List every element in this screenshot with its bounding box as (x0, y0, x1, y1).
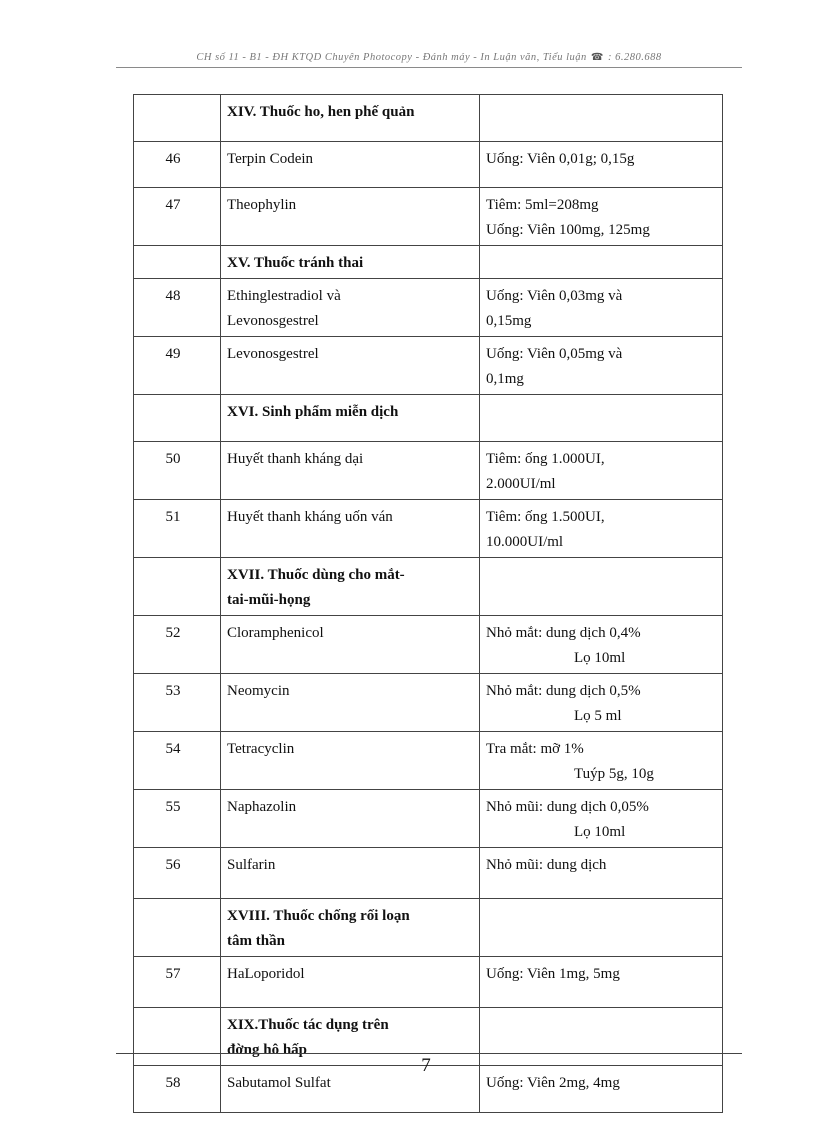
row-number-cell (134, 95, 221, 142)
row-number: 47 (165, 197, 181, 213)
section-row (134, 558, 723, 616)
section-title-cell (221, 558, 480, 616)
drug-name-cell (221, 732, 480, 790)
row-number: 58 (165, 1075, 181, 1091)
row-number: 46 (165, 151, 181, 167)
drug-name-line: Cloramphenicol (227, 625, 324, 641)
header-rule (116, 67, 742, 68)
dosage-form-cell (480, 279, 723, 337)
table-row (134, 442, 723, 500)
dosage-form-line: Tra mắt: mỡ 1% (486, 741, 584, 757)
dosage-form-cell (480, 790, 723, 848)
dosage-form-line: Tuýp 5g, 10g (574, 766, 654, 782)
table-row (134, 500, 723, 558)
dosage-form-cell (480, 848, 723, 899)
row-number-cell (134, 848, 221, 899)
row-number-cell (134, 500, 221, 558)
dosage-form-cell (480, 395, 723, 442)
dosage-form-line: 10.000UI/ml (486, 534, 564, 550)
dosage-form-cell (480, 616, 723, 674)
drug-name-line: Huyết thanh kháng uốn ván (227, 509, 393, 525)
footer-rule (116, 1053, 742, 1054)
row-number-cell (134, 337, 221, 395)
section-title-line: đờng hô hấp (227, 1042, 308, 1058)
table-row (134, 732, 723, 790)
dosage-form-line: Nhỏ mũi: dung dịch (486, 857, 607, 873)
section-title-cell (221, 899, 480, 957)
table-row (134, 957, 723, 1008)
phone-icon: ☎ (590, 52, 604, 63)
row-number-cell (134, 442, 221, 500)
dosage-form-cell (480, 674, 723, 732)
dosage-form-cell (480, 558, 723, 616)
dosage-form-line: Uống: Viên 100mg, 125mg (486, 222, 650, 238)
drug-name-cell (221, 188, 480, 246)
row-number: 51 (165, 509, 181, 525)
row-number-cell (134, 188, 221, 246)
dosage-form-line: Lọ 10ml (574, 650, 626, 666)
drug-name-line: Naphazolin (227, 799, 297, 815)
drug-name-line: Sulfarin (227, 857, 276, 873)
dosage-form-cell (480, 95, 723, 142)
row-number: 57 (165, 966, 181, 982)
section-title-line: tai-mũi-họng (227, 592, 311, 608)
dosage-form-line: Uống: Viên 1mg, 5mg (486, 966, 620, 982)
page-header (116, 52, 742, 66)
dosage-form-cell (480, 500, 723, 558)
table-row (134, 337, 723, 395)
drug-name-cell (221, 500, 480, 558)
dosage-form-line: Nhỏ mắt: dung dịch 0,4% (486, 625, 641, 641)
drug-name-cell (221, 442, 480, 500)
dosage-form-line: 0,15mg (486, 313, 532, 329)
dosage-form-cell (480, 142, 723, 188)
header-phone-number: : 6.280.688 (608, 52, 662, 63)
drug-name-cell (221, 848, 480, 899)
dosage-form-line: Tiêm: ống 1.500UI, (486, 509, 605, 525)
row-number-cell (134, 616, 221, 674)
section-row (134, 395, 723, 442)
table-row (134, 848, 723, 899)
row-number-cell (134, 142, 221, 188)
dosage-form-cell (480, 899, 723, 957)
header-text: CH số 11 - B1 - ĐH KTQD Chuyên Photocopy - Đánh máy - In Luận văn, Tiểu luận (196, 52, 587, 63)
table-row (134, 188, 723, 246)
row-number-cell (134, 1066, 221, 1113)
section-row (134, 246, 723, 279)
dosage-form-cell (480, 337, 723, 395)
dosage-form-cell (480, 188, 723, 246)
drug-name-line: Sabutamol Sulfat (227, 1075, 331, 1091)
section-title-cell (221, 246, 480, 279)
section-row (134, 95, 723, 142)
drug-name-cell (221, 142, 480, 188)
dosage-form-line: Nhỏ mắt: dung dịch 0,5% (486, 683, 641, 699)
section-title-line: XVIII. Thuốc chống rối loạn (227, 908, 410, 924)
dosage-form-line: Lọ 5 ml (574, 708, 622, 724)
section-title-line: XIX.Thuốc tác dụng trên (227, 1017, 389, 1033)
drug-name-line: Tetracyclin (227, 741, 295, 757)
table-row (134, 616, 723, 674)
row-number: 56 (165, 857, 181, 873)
row-number: 54 (165, 741, 181, 757)
table-row (134, 674, 723, 732)
drug-name-line: Terpin Codein (227, 151, 314, 167)
dosage-form-cell (480, 1066, 723, 1113)
row-number-cell (134, 790, 221, 848)
row-number-cell (134, 1008, 221, 1066)
drug-name-cell (221, 337, 480, 395)
section-title-cell (221, 395, 480, 442)
row-number-cell (134, 899, 221, 957)
row-number-cell (134, 558, 221, 616)
drug-name-line: Theophylin (227, 197, 297, 213)
drug-table-body (134, 95, 723, 1113)
drug-name-line: Levonosgestrel (227, 346, 319, 362)
row-number: 53 (165, 683, 181, 699)
table-row (134, 142, 723, 188)
row-number: 49 (165, 346, 181, 362)
dosage-form-line: Uống: Viên 2mg, 4mg (486, 1075, 620, 1091)
dosage-form-line: 0,1mg (486, 371, 524, 387)
section-title-line: XV. Thuốc tránh thai (227, 255, 364, 271)
dosage-form-line: Uống: Viên 0,01g; 0,15g (486, 151, 635, 167)
section-title-line: XIV. Thuốc ho, hen phế quản (227, 104, 415, 120)
section-title-line: XVI. Sinh phẩm miễn dịch (227, 404, 399, 420)
dosage-form-line: Tiêm: ống 1.000UI, (486, 451, 605, 467)
drug-name-line: Huyết thanh kháng dại (227, 451, 364, 467)
dosage-form-line: Nhỏ mũi: dung dịch 0,05% (486, 799, 649, 815)
drug-name-line: Neomycin (227, 683, 290, 699)
row-number: 50 (165, 451, 181, 467)
row-number-cell (134, 279, 221, 337)
drug-name-cell (221, 790, 480, 848)
row-number-cell (134, 674, 221, 732)
table-row (134, 790, 723, 848)
section-title-line: tâm thần (227, 933, 285, 949)
dosage-form-line: Lọ 10ml (574, 824, 626, 840)
dosage-form-line: 2.000UI/ml (486, 476, 556, 492)
drug-name-cell (221, 957, 480, 1008)
section-title-line: XVII. Thuốc dùng cho mắt- (227, 567, 405, 583)
drug-name-cell (221, 616, 480, 674)
dosage-form-cell (480, 957, 723, 1008)
dosage-form-cell (480, 1008, 723, 1066)
dosage-form-line: Tiêm: 5ml=208mg (486, 197, 599, 213)
drug-name-line: HaLoporidol (227, 966, 305, 982)
table-row (134, 279, 723, 337)
row-number: 52 (165, 625, 181, 641)
dosage-form-cell (480, 246, 723, 279)
dosage-form-line: Uống: Viên 0,03mg và (486, 288, 623, 304)
drug-name-cell (221, 674, 480, 732)
drug-name-line: Ethinglestradiol và (227, 288, 341, 304)
drug-name-line: Levonosgestrel (227, 313, 319, 329)
dosage-form-line: Uống: Viên 0,05mg và (486, 346, 623, 362)
row-number-cell (134, 732, 221, 790)
section-row (134, 899, 723, 957)
row-number: 55 (165, 799, 181, 815)
row-number-cell (134, 957, 221, 1008)
drug-name-cell (221, 279, 480, 337)
drug-table (133, 94, 723, 1113)
row-number-cell (134, 395, 221, 442)
section-title-cell (221, 95, 480, 142)
page-number: 7 (421, 1055, 431, 1076)
row-number: 48 (165, 288, 181, 304)
dosage-form-cell (480, 442, 723, 500)
row-number-cell (134, 246, 221, 279)
dosage-form-cell (480, 732, 723, 790)
